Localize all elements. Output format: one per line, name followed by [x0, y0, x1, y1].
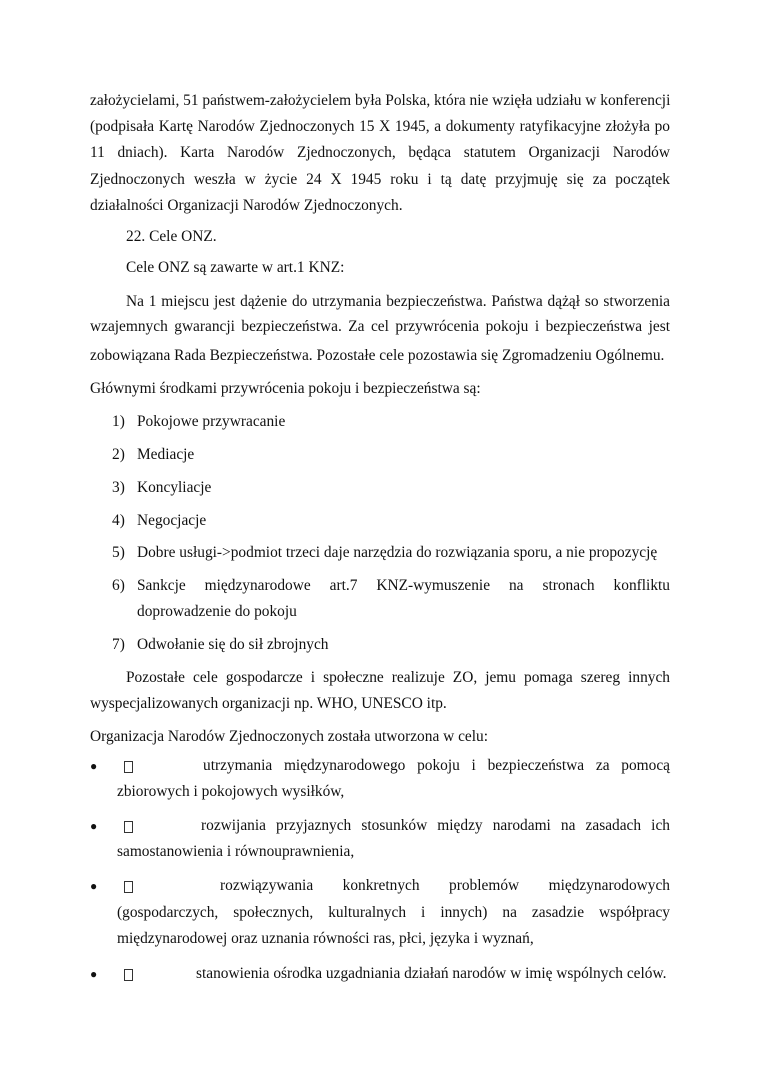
list-item: stanowienia ośrodka uzgadniania działań narodów w imię wspólnych celów. — [196, 965, 667, 982]
list-item: Sankcje międzynarodowe art.7 KNZ-wymuszenie na stronach konfliktu — [137, 577, 670, 594]
bullet-icon: ● — [90, 967, 98, 981]
list-item: Dobre usługi->podmiot trzeci daje narzędzia do rozwiązania sporu, a nie propozycję — [137, 544, 658, 561]
missing-glyph-icon — [124, 881, 133, 893]
bullet-icon: ● — [90, 819, 98, 833]
list-item: zbiorowych i pokojowych wysiłków, — [117, 783, 345, 800]
paragraph-line: wyspecjalizowanych organizacji np. WHO, UNESCO itp. — [90, 695, 447, 712]
intro-line: 11 dniach). Karta Narodów Zjednoczonych, będąca statutem Organizacji Narodów — [90, 144, 670, 161]
section-heading: 22. Cele ONZ. — [126, 228, 217, 245]
list-item: samostanowienia i równouprawnienia, — [117, 843, 355, 860]
intro-line: (podpisała Kartę Narodów Zjednoczonych 15 X 1945, a dokumenty ratyfikacyjne złożyła po — [90, 118, 670, 135]
intro-line: założycielami, 51 państwem-założycielem była Polska, która nie wzięła udziału w konferencji — [90, 92, 671, 109]
missing-glyph-icon — [124, 969, 133, 981]
list-number: 6) — [112, 577, 125, 594]
list-item: Koncyliacje — [137, 479, 212, 496]
intro-line: działalności Organizacji Narodów Zjednoczonych. — [90, 197, 403, 214]
list-item: Mediacje — [137, 446, 195, 463]
bullet-icon: ● — [90, 759, 98, 773]
list-item: utrzymania międzynarodowego pokoju i bezpieczeństwa za pomocą — [203, 757, 670, 774]
list-number: 4) — [112, 512, 125, 529]
means-heading: Głównymi środkami przywrócenia pokoju i bezpieczeństwa są: — [90, 380, 481, 397]
bullet-icon: ● — [90, 879, 98, 893]
list-number: 5) — [112, 544, 125, 561]
list-item: Negocjacje — [137, 512, 207, 529]
paragraph-line: wzajemnych gwarancji bezpieczeństwa. Za cel przywrócenia pokoju i bezpieczeństwa jest — [90, 318, 670, 335]
list-item: międzynarodowej oraz uznania równości ras, płci, języka i wyznań, — [117, 930, 534, 947]
list-item: rozwiązywania konkretnych problemów międzynarodowych — [220, 877, 670, 894]
section-intro: Cele ONZ są zawarte w art.1 KNZ: — [126, 259, 345, 276]
list-item: Odwołanie się do sił zbrojnych — [137, 636, 329, 653]
goals-heading: Organizacja Narodów Zjednoczonych została utworzona w celu: — [90, 728, 488, 745]
list-item: (gospodarczych, społecznych, kulturalnych i innych) na zasadzie współpracy — [117, 904, 670, 921]
list-item: rozwijania przyjaznych stosunków między narodami na zasadach ich — [201, 817, 670, 834]
list-item: Pokojowe przywracanie — [137, 413, 286, 430]
list-item: doprowadzenie do pokoju — [137, 603, 297, 620]
list-number: 3) — [112, 479, 125, 496]
missing-glyph-icon — [124, 761, 133, 773]
intro-line: Zjednoczonych weszła w życie 24 X 1945 roku i tą datę przyjmuję się za początek — [90, 171, 670, 188]
missing-glyph-icon — [124, 821, 133, 833]
paragraph-line: Na 1 miejscu jest dążenie do utrzymania bezpieczeństwa. Państwa dążął so stworzenia — [126, 293, 670, 310]
paragraph-line: Pozostałe cele gospodarcze i społeczne realizuje ZO, jemu pomaga szereg innych — [126, 669, 670, 686]
list-number: 7) — [112, 636, 125, 653]
list-number: 1) — [112, 413, 125, 430]
paragraph-line: zobowiązana Rada Bezpieczeństwa. Pozostałe cele pozostawia się Zgromadzeniu Ogólnemu. — [90, 347, 665, 364]
list-number: 2) — [112, 446, 125, 463]
